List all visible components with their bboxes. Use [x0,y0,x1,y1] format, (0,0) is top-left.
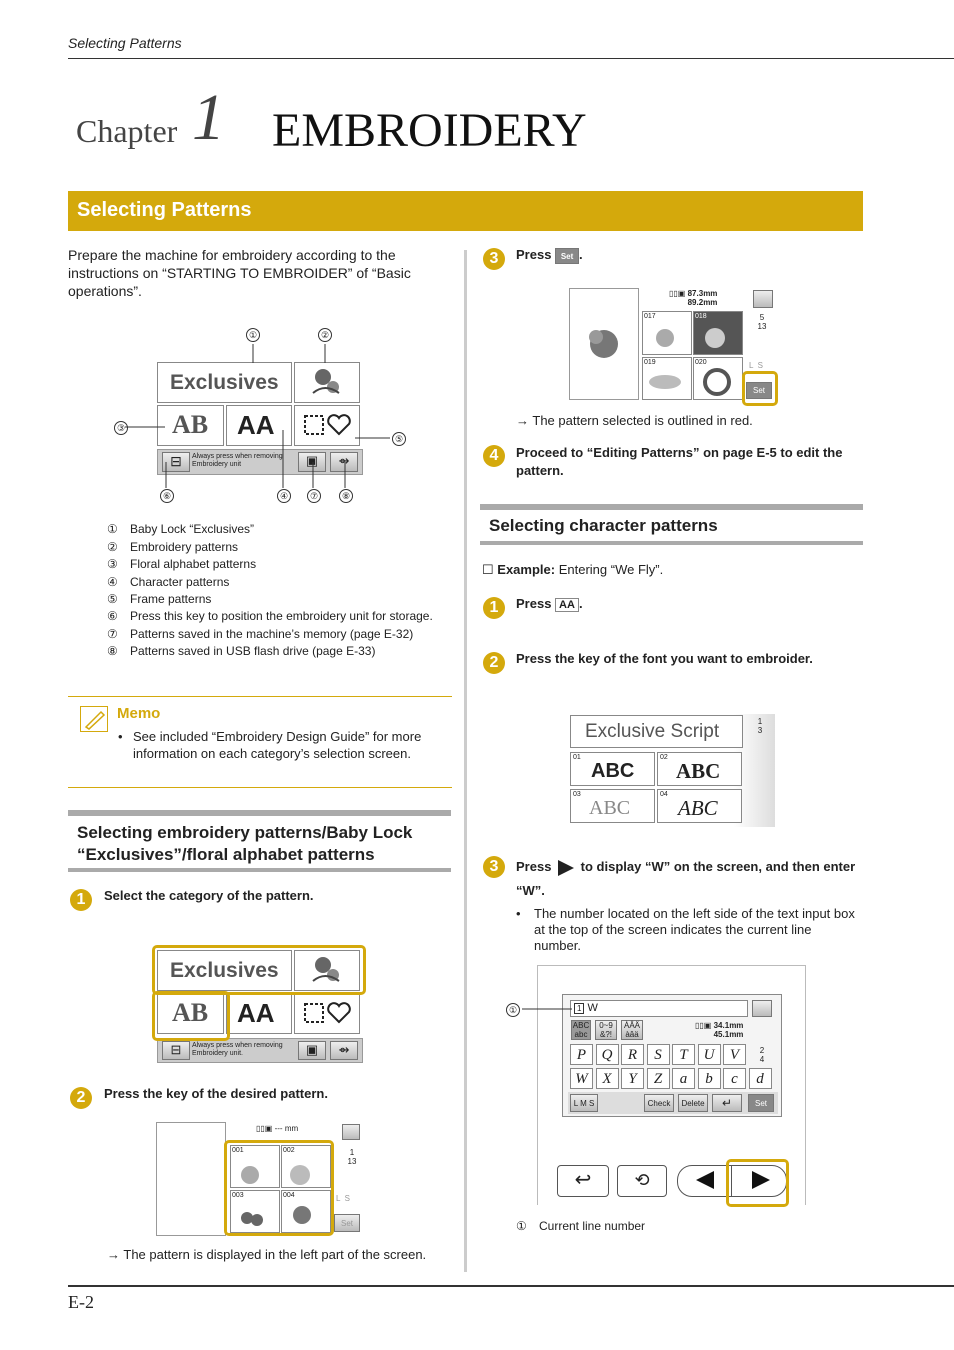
entered-text: W [587,1002,598,1014]
hoop-key[interactable] [342,1124,360,1140]
pattern-017[interactable]: 017 [642,311,692,355]
size-readout: ▯▯▣ 87.3mm 89.2mm [669,289,718,307]
frame-heart-icon [295,994,359,1033]
footer-rule [68,1285,954,1287]
callout-2: ② [318,328,332,342]
legend-item: ④ Character patterns [107,574,230,589]
size-readout: ▯▯▣ 34.1mm 45.1mm [695,1021,744,1039]
callout-1: ① [246,328,260,342]
callout-8: ⑧ [339,489,353,503]
size-readout: ▯▯▣ --- mm [256,1124,299,1133]
text-input-box[interactable] [570,1000,748,1017]
set-key[interactable]: Set [746,382,772,399]
usb-icon: ⇴ [338,1042,350,1057]
rotate-button[interactable] [617,1165,667,1197]
return-icon: ↵ [721,1096,733,1110]
font-03-key[interactable]: 03 ABC [570,789,655,823]
keyboard-key[interactable]: U [698,1044,721,1065]
figure-caption: ① Current line number [516,1219,646,1233]
preview-area [569,288,639,400]
memo-bottom-rule [68,787,452,788]
callout-3: ③ [114,421,128,435]
bottom-bar [157,1038,363,1063]
step-text: Select the category of the pattern. [104,888,314,903]
font-02-key[interactable]: 02 ABC [657,752,742,786]
legend-item: ② Embroidery patterns [107,539,239,554]
chapter-title: EMBROIDERY [272,104,587,157]
legend-item: ⑦ Patterns saved in the machine’s memory (page E-32) [107,626,414,641]
pattern-thumbnails [230,1150,330,1230]
chapter-word: Chapter [76,113,178,149]
keyboard-key[interactable]: W [570,1068,593,1089]
floral-alphabet-key[interactable]: AB [157,405,224,446]
font-01-key[interactable]: 01 ABC [570,752,655,786]
character-patterns-key[interactable]: AA [226,993,292,1034]
floral-alphabet-key[interactable]: AB [157,993,224,1034]
keyboard-key[interactable]: a [672,1068,695,1089]
step-number: 3 [483,856,505,878]
page-indicator: 1 13 [347,1148,357,1166]
hoop-icon: ▯▯▣ [256,1124,273,1133]
hoop-key[interactable] [752,1000,772,1017]
memo-bullet: • See included “Embroidery Design Guide” for more information on each category’s selection screen. [118,729,422,761]
callout-leaders [110,330,410,500]
highlight-right-arrow [726,1159,789,1207]
example-line: ☐ Example: Entering “We Fly”. [482,562,664,577]
font-title-key[interactable]: Exclusive Script [570,715,743,748]
back-button[interactable] [557,1165,609,1197]
step-number: 1 [483,597,505,619]
font-04-key[interactable]: 04 ABC [657,789,742,823]
pattern-019[interactable]: 019 [642,357,692,400]
highlight-top-row [152,945,366,995]
usb-key[interactable] [330,1041,358,1060]
hoop-key[interactable] [753,290,773,308]
hoop-icon: ▯▯▣ [669,289,686,298]
pattern-020[interactable]: 020 [693,357,743,400]
preview-area [156,1122,226,1236]
keyboard-key[interactable]: c [723,1068,746,1089]
step-number: 1 [70,889,92,911]
line-number: 1 [574,1003,584,1014]
callout-7: ⑦ [307,489,321,503]
memory-icon: ▣ [305,1042,319,1057]
legend-item: ⑥ Press this key to position the embroidery unit for storage. [107,608,433,623]
highlight-ab [152,991,230,1041]
chapter-number: 1 [192,81,225,154]
keyboard-key[interactable]: V [723,1044,746,1065]
return-button[interactable] [712,1094,742,1112]
check-button[interactable]: Check [644,1094,674,1112]
pattern-thumbnails [645,320,740,400]
storage-icon: ⊟ [170,1042,182,1057]
intro-paragraph: Prepare the machine for embroidery according to the instructions on “STARTING TO EMBROIDER” of “Basic operations”. [68,247,411,299]
right-arrow-icon [555,858,577,878]
step-text: Press AA . [516,596,583,611]
column-divider [464,250,467,1272]
storage-key[interactable] [162,1041,190,1060]
size-buttons[interactable]: L S [749,361,763,370]
font-select-screen [568,714,775,827]
memory-key[interactable] [298,1041,326,1060]
usb-icon: ⇴ [338,453,350,468]
step-number: 4 [483,445,505,467]
exclusives-key[interactable]: Exclusives [157,950,292,991]
legend [107,521,447,661]
hoop-icon: ▯▯▣ [695,1021,712,1030]
set-key[interactable]: Set [334,1214,360,1232]
delete-button[interactable]: Delete [678,1094,708,1112]
text-input-screen [562,994,782,1117]
page-indicator: 2 4 [759,1046,765,1064]
storage-note: Always press when removing Embroidery unit [192,453,283,468]
tab-accented[interactable]: ÀÂÄ àâä [621,1020,643,1040]
keyboard-key[interactable]: d [749,1068,772,1089]
size-buttons[interactable]: L S [336,1194,350,1203]
keyboard-key[interactable]: T [672,1044,695,1065]
left-arrow-icon [678,1166,730,1194]
storage-note: Always press when removing Embroidery unit. [192,1042,283,1057]
frame-patterns-key[interactable] [294,993,360,1034]
character-patterns-key[interactable]: AA [226,405,292,446]
keyboard-key[interactable]: P [570,1044,593,1065]
memo-title: Memo [117,705,161,722]
legend-item: ③ Floral alphabet patterns [107,557,257,571]
left-arrow-button[interactable] [677,1165,733,1197]
tab-uppercase[interactable]: ABC abc [572,1021,590,1039]
section-band: Selecting Patterns [68,191,863,231]
legend-item: ⑤ Frame patterns [107,592,212,606]
keyboard-key[interactable]: b [698,1068,721,1089]
keyboard-key[interactable]: R [621,1044,644,1065]
step-text: Proceed to “Editing Patterns” on page E-5 to edit the pattern. [516,445,843,478]
memo-icon [80,706,108,732]
highlight-set-key [742,371,778,406]
step-text: Press to display “W” on the screen, and then enter “W”. [516,859,856,898]
page-indicator: 1 3 [757,717,763,735]
step-number: 2 [483,652,505,674]
callout-6: ⑥ [160,489,174,503]
pattern-001[interactable]: 001 [230,1145,280,1188]
keyboard-key[interactable]: Z [647,1068,670,1089]
header-rule [68,58,954,59]
aa-key-inline: AA [555,598,579,612]
step-number: 3 [483,248,505,270]
keyboard-key[interactable]: S [647,1044,670,1065]
keyboard-key[interactable]: Y [621,1068,644,1089]
keyboard-key[interactable]: Q [596,1044,619,1065]
pattern-018[interactable]: 018 [693,311,743,355]
step-text: Press the key of the font you want to embroider. [516,651,813,666]
result-text: → The pattern selected is outlined in red. [516,413,753,428]
exclusives-key[interactable]: Exclusives [157,362,292,403]
running-header: Selecting Patterns [68,35,182,51]
set-button[interactable]: Set [748,1094,774,1112]
legend-item: ① Baby Lock “Exclusives” [107,522,255,536]
tab-numbers[interactable]: 0~9 &?! [595,1020,617,1040]
bottom-bar [568,1092,778,1114]
result-text: → The pattern is displayed in the left part of the screen. [107,1247,427,1262]
step-text: Press the key of the desired pattern. [104,1086,328,1101]
bullet-note: • The number located on the left side of the text input box at the top of the screen indicates the current line number. [516,906,855,953]
size-lms-key[interactable]: L M S [570,1094,598,1112]
subhead-embroidery-patterns: Selecting embroidery patterns/Baby Lock “Exclusives”/floral alphabet patterns [68,810,451,872]
checkbox-icon: ☐ [482,562,494,577]
memo-top-rule [68,696,452,697]
pattern-003[interactable]: 003 [230,1190,280,1233]
callout-5: ⑤ [392,432,406,446]
callout-leader [520,1005,580,1015]
pattern-002[interactable]: 002 [281,1145,331,1188]
rotate-icon: ⟲ [634,1170,650,1190]
pattern-004[interactable]: 004 [281,1190,331,1233]
set-key-inline: Set [555,248,579,264]
memory-icon: ▣ [305,453,319,468]
step-text: Press Set . [516,247,583,262]
legend-item: ⑧ Patterns saved in USB flash drive (page E-33) [107,644,376,658]
page-number: E-2 [68,1292,94,1312]
back-arrow-icon: ↩ [574,1169,592,1191]
subhead-character-patterns: Selecting character patterns [480,504,863,545]
keyboard-key[interactable]: X [596,1068,619,1089]
step-number: 2 [70,1087,92,1109]
callout-1: ① [506,1003,520,1017]
callout-4: ④ [277,489,291,503]
storage-icon: ⊟ [170,453,182,469]
page-indicator: 5 13 [757,313,767,331]
